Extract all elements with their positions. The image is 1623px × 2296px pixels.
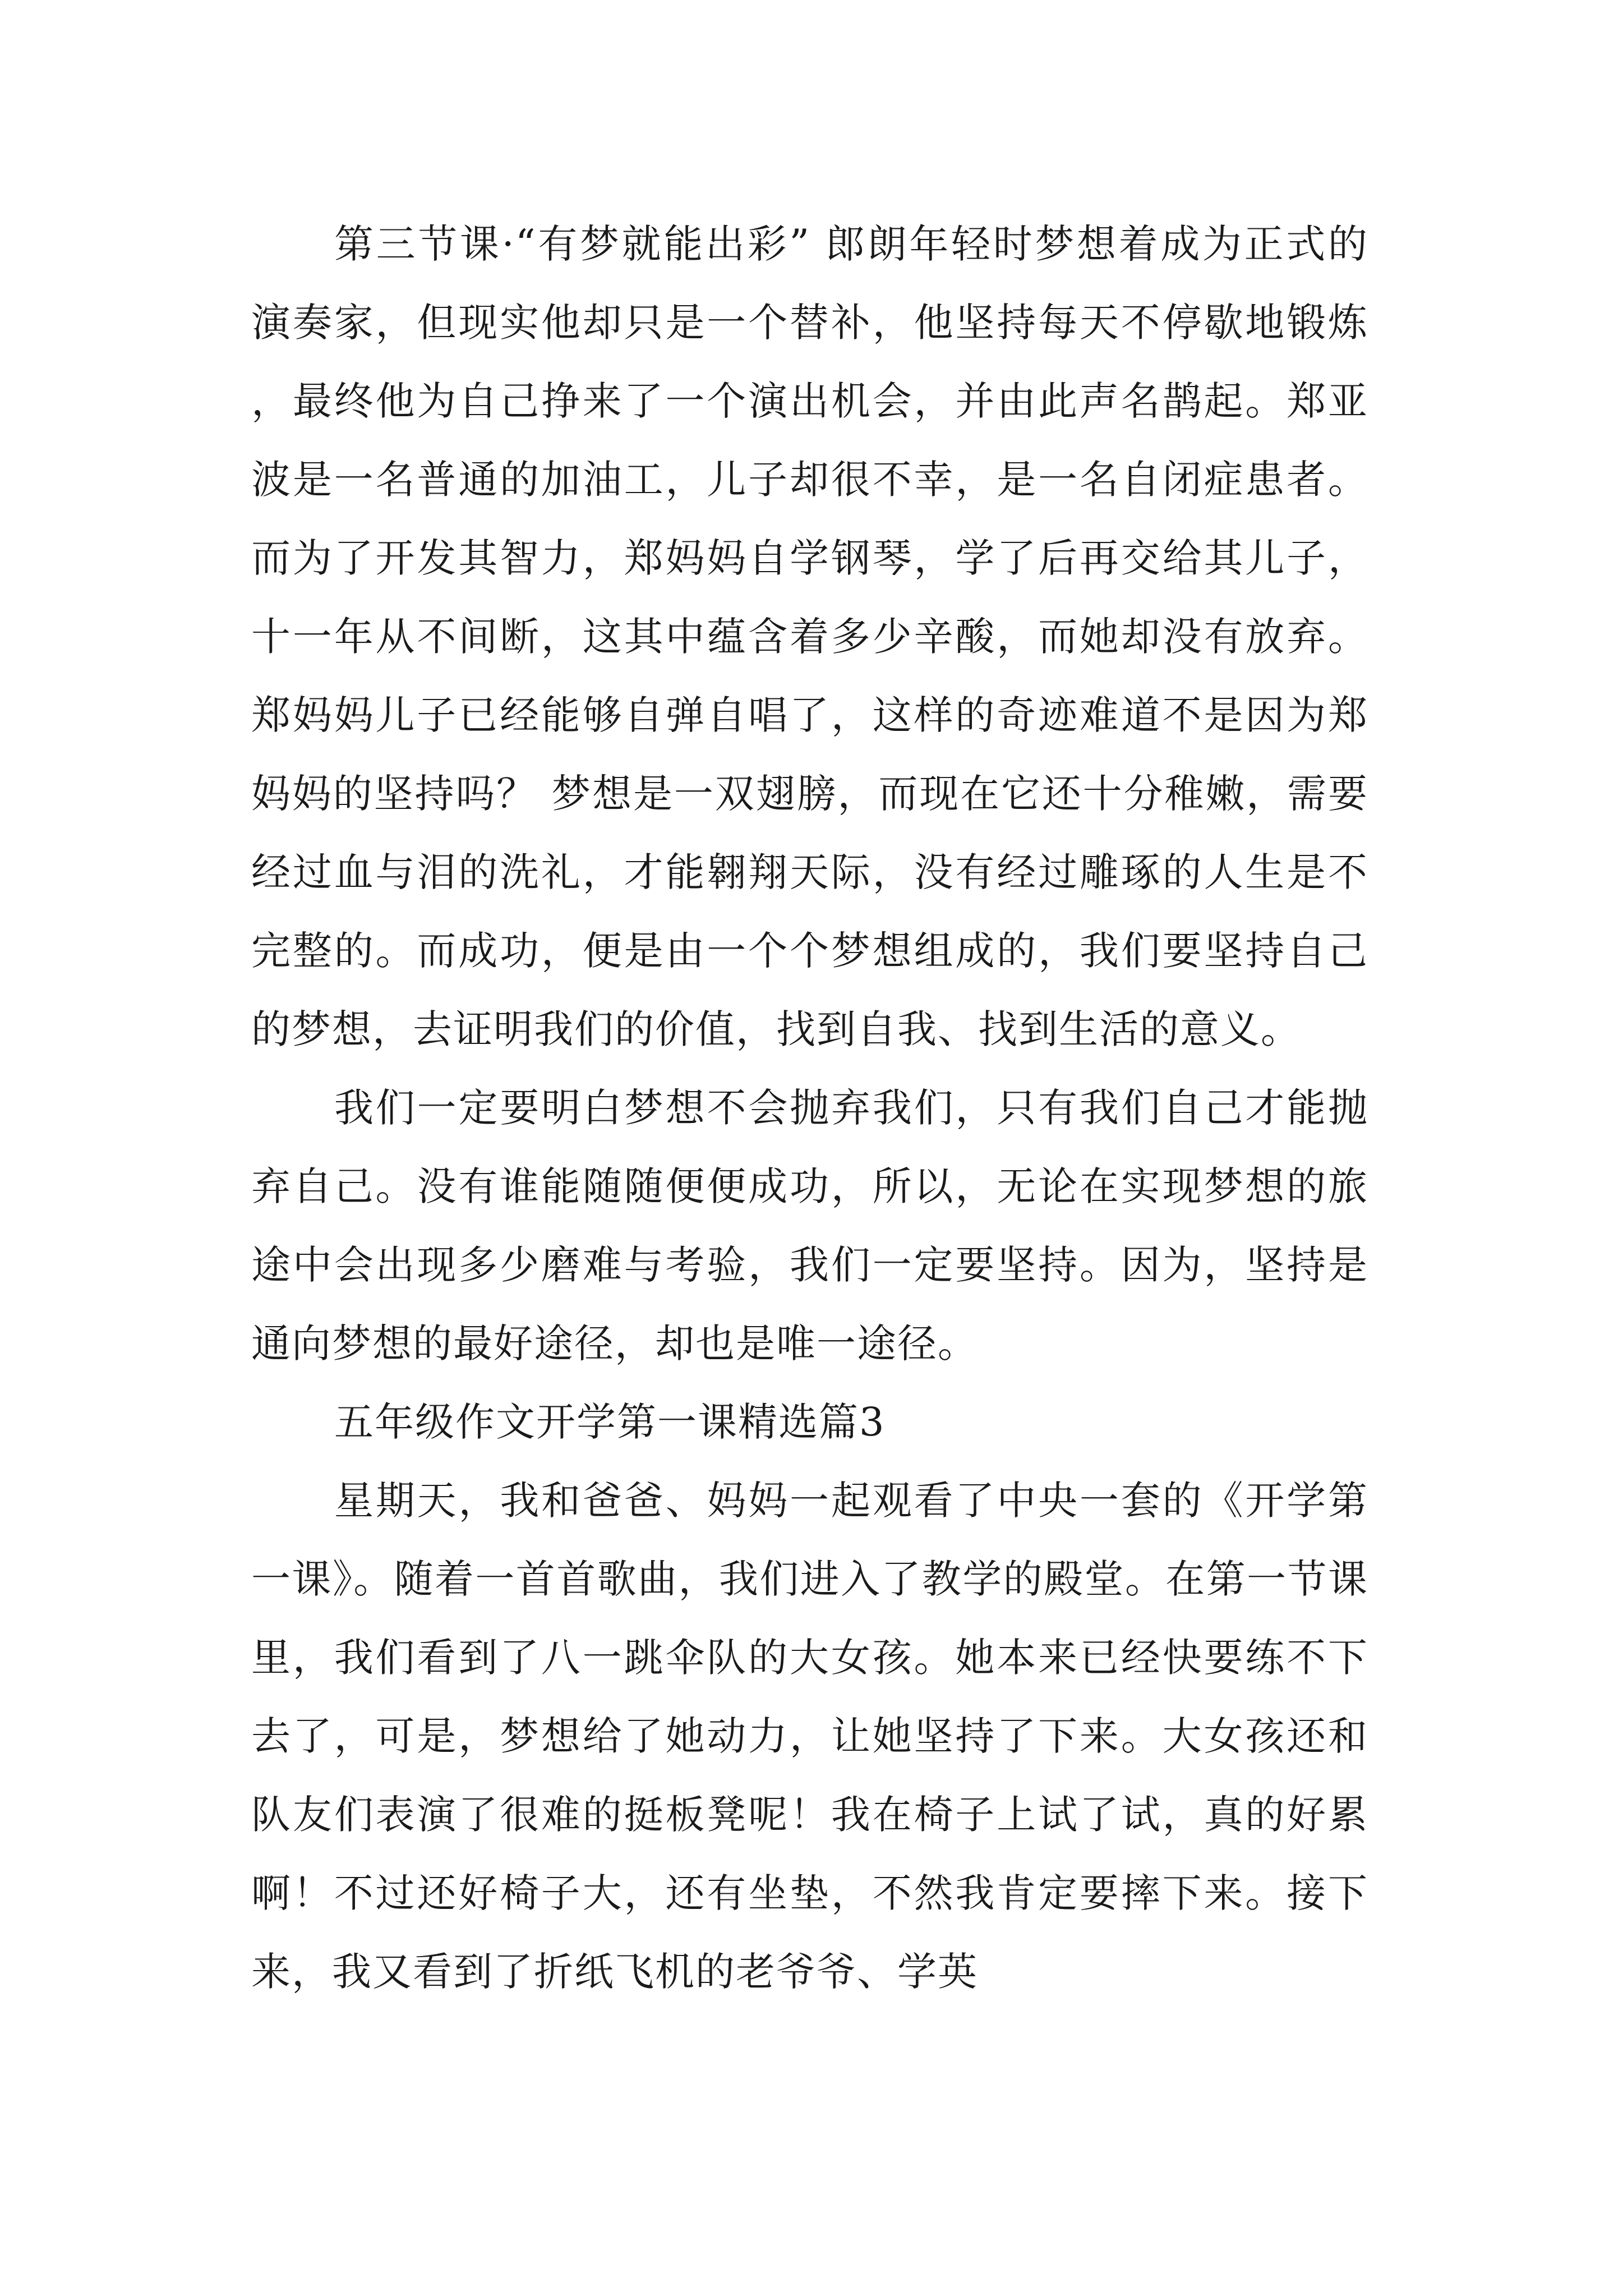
- document-body: [251, 205, 1368, 2011]
- paragraph-persistence: 我们一定要明白梦想不会抛弃我们，只有我们自己才能抛弃自己。没有谁能随随便便成功，所以，无论在实现梦想的旅途中会出现多少磨难与考验，我们一定要坚持。因为，坚持是通向梦想的最好途径，却也是唯一途径。: [251, 1085, 1368, 1366]
- paragraph-lesson-three: 第三节课·“有梦就能出彩” 郎朗年轻时梦想着成为正式的演奏家，但现实他却只是一个替补，他坚持每天不停歇地锻炼，最终他为自己挣来了一个演出机会，并由此声名鹊起。郑亚波是一名普通的加油工，儿子却很不幸，是一名自闭症患者。而为了开发其智力，郑妈妈自学钢琴，学了后再交给其儿子，十一年从不间断，这其中蕴含着多少辛酸，而她却没有放弃。郑妈妈儿子已经能够自弹自唱了，这样的奇迹难道不是因为郑妈妈的坚持吗？ 梦想是一双翅膀，而现在它还十分稚嫩，需要经过血与泪的洗礼，才能翱翔天际，没有经过雕琢的人生是不完整的。而成功，便是由一个个梦想组成的，我们要坚持自己的梦想，去证明我们的价值，找到自我、找到生活的意义。: [251, 221, 1368, 1052]
- section-heading: 五年级作文开学第一课精选篇3: [334, 1399, 886, 1445]
- paragraph-sunday: 星期天，我和爸爸、妈妈一起观看了中央一套的《开学第一课》。随着一首首歌曲，我们进入了教学的殿堂。在第一节课里，我们看到了八一跳伞队的大女孩。她本来已经快要练不下去了，可是，梦想给了她动力，让她坚持了下来。大女孩还和队友们表演了很难的挺板凳呢！我在椅子上试了试，真的好累啊！不过还好椅子大，还有坐垫，不然我肯定要摔下来。接下来，我又看到了折纸飞机的老爷爷、学英: [251, 1478, 1368, 1995]
